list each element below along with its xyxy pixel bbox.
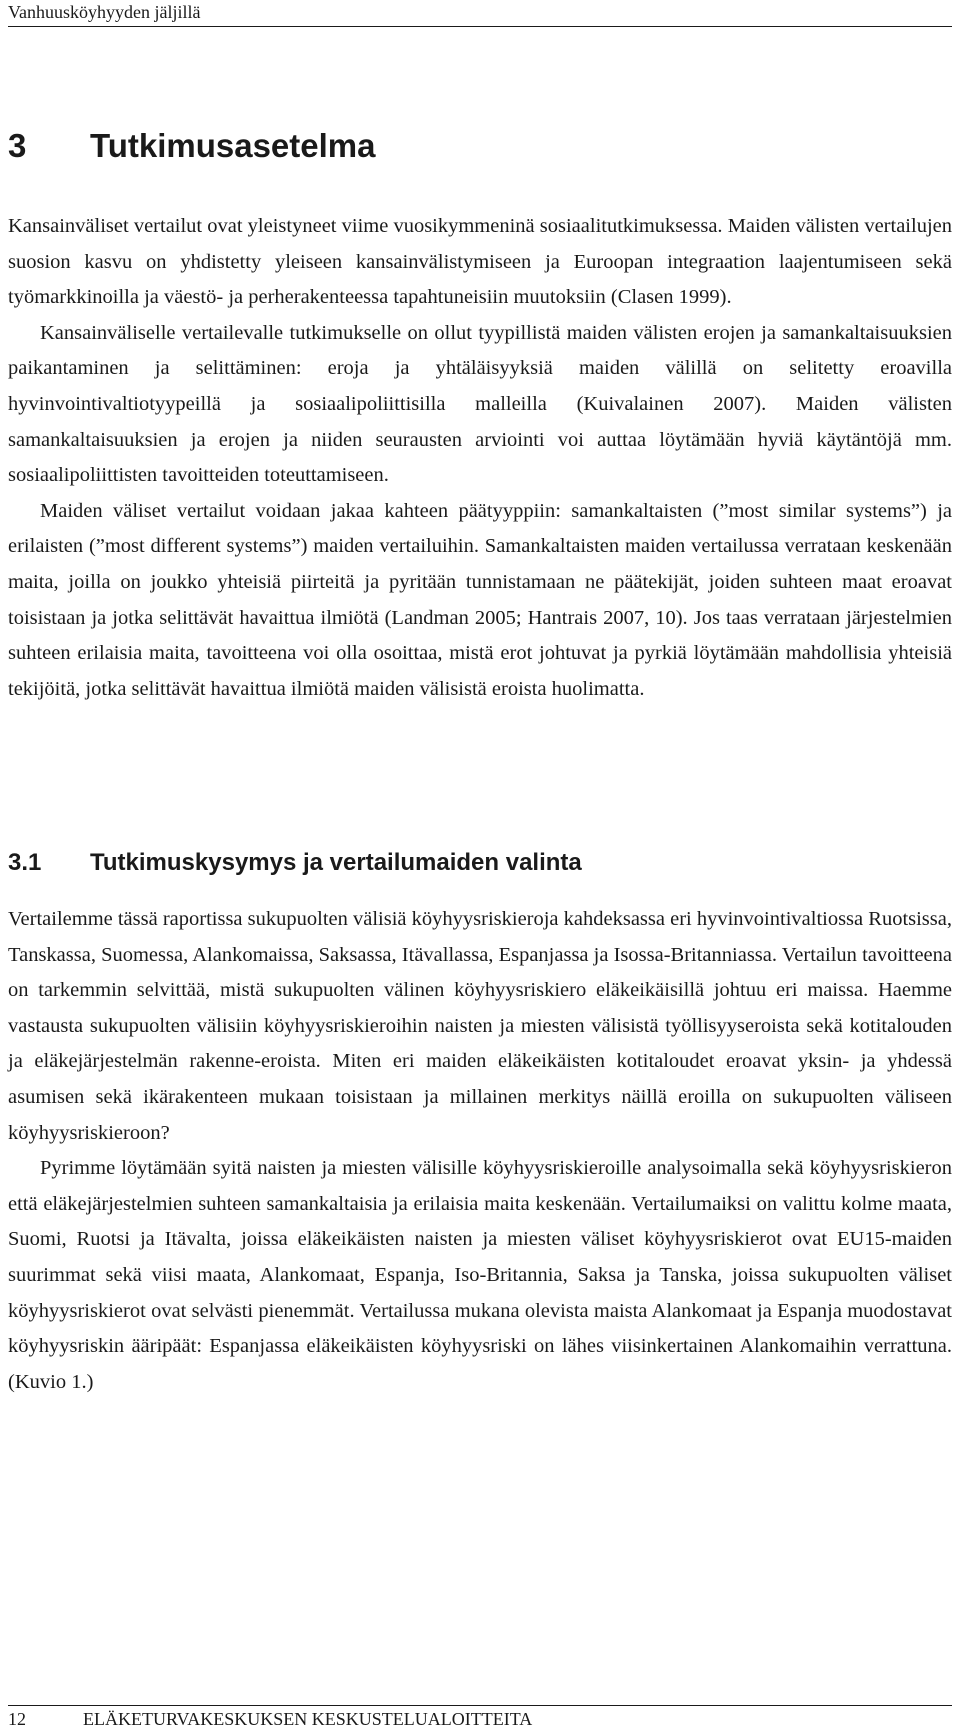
chapter-title: Tutkimusasetelma [90, 127, 376, 164]
footer-rule [8, 1705, 952, 1706]
page-footer [8, 1708, 532, 1730]
section-title: Tutkimuskysymys ja vertailumaiden valinta [90, 849, 582, 876]
header-rule [8, 26, 952, 27]
section-text [8, 902, 952, 1400]
page-number: 12 [8, 1709, 26, 1729]
section-heading [8, 848, 582, 878]
paragraph: Kansainväliset vertailut ovat yleistyneet viime vuosikymmeninä sosiaalitutkimuksessa. Maiden välisten vertailujen suosion kasvu on yhdistetty yleiseen kansainvälistymiseen ja Euroopan integraation laajentumiseen sekä työmarkkinoilla ja väestö- ja perherakenteessa tapahtuneisiin muutoksiin (Clasen 1999). [8, 215, 952, 309]
paragraph: Vertailemme tässä raportissa sukupuolten välisiä köyhyysriskieroja kahdeksassa eri hyvinvointivaltiossa Ruotsissa, Tanskassa, Suomessa, Alankomaissa, Saksassa, Itävallassa, Espanjassa ja Isossa-Britanniassa. Vertailun tavoitteena on tarkemmin selvittää, mistä sukupuolten välinen köyhyysriskiero eläkeikäisillä johtuu eri maissa. Haemme vastausta sukupuolten välisiin köyhyysriskieroihin naisten ja miesten välisistä työllisyyseroista sekä kotitalouden ja eläkejärjestelmän rakenne-eroista. Miten eri maiden eläkeikäisten kotitaloudet eroavat yksin- ja yhdessä asumisen sekä ikärakenteen mukaan toisistaan ja millainen merkitys näillä eroilla on sukupuolten väliseen köyhyysriskieroon? [8, 908, 952, 1144]
publication-name: ELÄKETURVAKESKUKSEN KESKUSTELUALOITTEITA [83, 1709, 533, 1729]
chapter-number: 3 [8, 127, 27, 164]
intro-text [8, 209, 952, 707]
running-header: Vanhuusköyhyyden jäljillä [8, 2, 201, 22]
paragraph: Maiden väliset vertailut voidaan jakaa kahteen päätyyppiin: samankaltaisten (”most similar systems”) ja erilaisten (”most different systems”) maiden vertailuihin. Samankaltaisten maiden vertailussa verrataan keskenään maita, joilla on joukko yhteisiä piirteitä ja pyritään tunnistamaan ne päätekijät, joiden suhteen maat eroavat toisistaan ja jotka selittävät havaittua ilmiötä (Landman 2005; Hantrais 2007, 10). Jos taas verrataan järjestelmien suhteen erilaisia maita, tavoitteena voi olla osoittaa, mistä erot johtuvat ja pyrkiä löytämään mahdollisia yhteisiä tekijöitä, jotka selittävät havaittua ilmiötä maiden välisistä eroista huolimatta. [8, 499, 952, 700]
paragraph: Pyrimme löytämään syitä naisten ja miesten välisille köyhyysriskieroille analysoimalla sekä köyhyysriskieron että eläkejärjestelmien suhteen samankaltaisia ja erilaisia maita keskenään. Vertailumaiksi on valittu kolme maata, Suomi, Ruotsi ja Itävalta, joissa eläkeikäisten naisten ja miesten väliset köyhyysriskierot ovat EU15-maiden suurimmat sekä viisi maata, Alankomaat, Espanja, Iso-Britannia, Saksa ja Tanska, joissa sukupuolten väliset köyhyysriskierot ovat selvästi pienemmät. Vertailussa mukana olevista maista Alankomaat ja Espanja muodostavat köyhyysriskin ääripäät: Espanjassa eläkeikäisten köyhyysriski on lähes viisinkertainen Alankomaihin verrattuna. (Kuvio 1.) [8, 1157, 952, 1393]
chapter-heading [8, 126, 376, 166]
paragraph: Kansainväliselle vertailevalle tutkimukselle on ollut tyypillistä maiden välisten erojen ja samankaltaisuuksien paikantaminen ja selittäminen: eroja ja yhtäläisyyksiä maiden välillä on selitetty eroavilla hyvinvointivaltiotyypeillä ja sosiaalipoliittisilla malleilla (Kuivalainen 2007). Maiden välisten samankaltaisuuksien ja erojen ja niiden seurausten arviointi voi auttaa löytämään hyviä käytäntöjä mm. sosiaalipoliittisten tavoitteiden toteuttamiseen. [8, 321, 952, 487]
section-number: 3.1 [8, 849, 42, 876]
